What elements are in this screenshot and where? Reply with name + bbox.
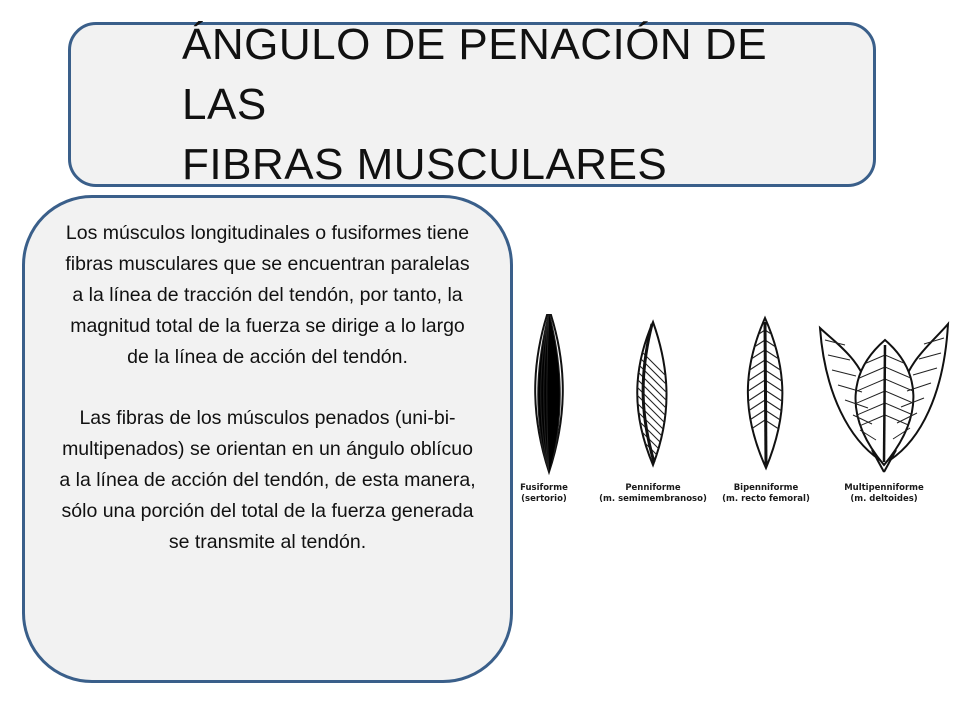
title-line-2: FIBRAS MUSCULARES: [182, 139, 668, 189]
title-box: [68, 19, 876, 189]
fusiform-muscle-drawing: [535, 312, 563, 475]
caption-bipennate: [706, 483, 826, 505]
slide-title: [182, 15, 802, 195]
caption-multipennate-name: Multipenniforme: [844, 483, 924, 493]
body-text-box: [22, 195, 513, 683]
caption-fusiform-example: (sertorio): [521, 494, 567, 504]
caption-unipennate-name: Penniforme: [625, 483, 681, 493]
title-line-1: ÁNGULO DE PENACIÓN DE LAS: [182, 19, 768, 129]
caption-multipennate-example: (m. deltoides): [850, 494, 918, 504]
paragraph-pennate: Las fibras de los músculos penados (uni-bi-multipenados) se orientan en un ángulo oblícuo a la línea de acción del tendón, de esta manera, sólo una porción del total de la fuerza generada se transmite al tendón.: [59, 407, 476, 553]
paragraph-longitudinal: Los músculos longitudinales o fusiformes tiene fibras musculares que se encuentran paralelas a la línea de tracción del tendón, por tanto, la magnitud total de la fuerza se dirige a lo largo de la línea de acción del tendón.: [65, 222, 470, 368]
caption-unipennate-example: (m. semimembranoso): [599, 494, 707, 504]
caption-unipennate: [593, 483, 713, 505]
multipennate-muscle-drawing: [820, 324, 948, 472]
bipennate-muscle-drawing: [742, 318, 788, 468]
caption-bipennate-example: (m. recto femoral): [722, 494, 810, 504]
muscle-types-figure: [520, 300, 960, 530]
unipennate-muscle-drawing: [630, 322, 670, 468]
caption-bipennate-name: Bipenniforme: [733, 483, 799, 493]
caption-fusiform-name: Fusiforme: [520, 483, 568, 493]
muscle-illustration: [520, 300, 960, 480]
caption-fusiform: [484, 483, 604, 505]
caption-multipennate: [824, 483, 944, 505]
